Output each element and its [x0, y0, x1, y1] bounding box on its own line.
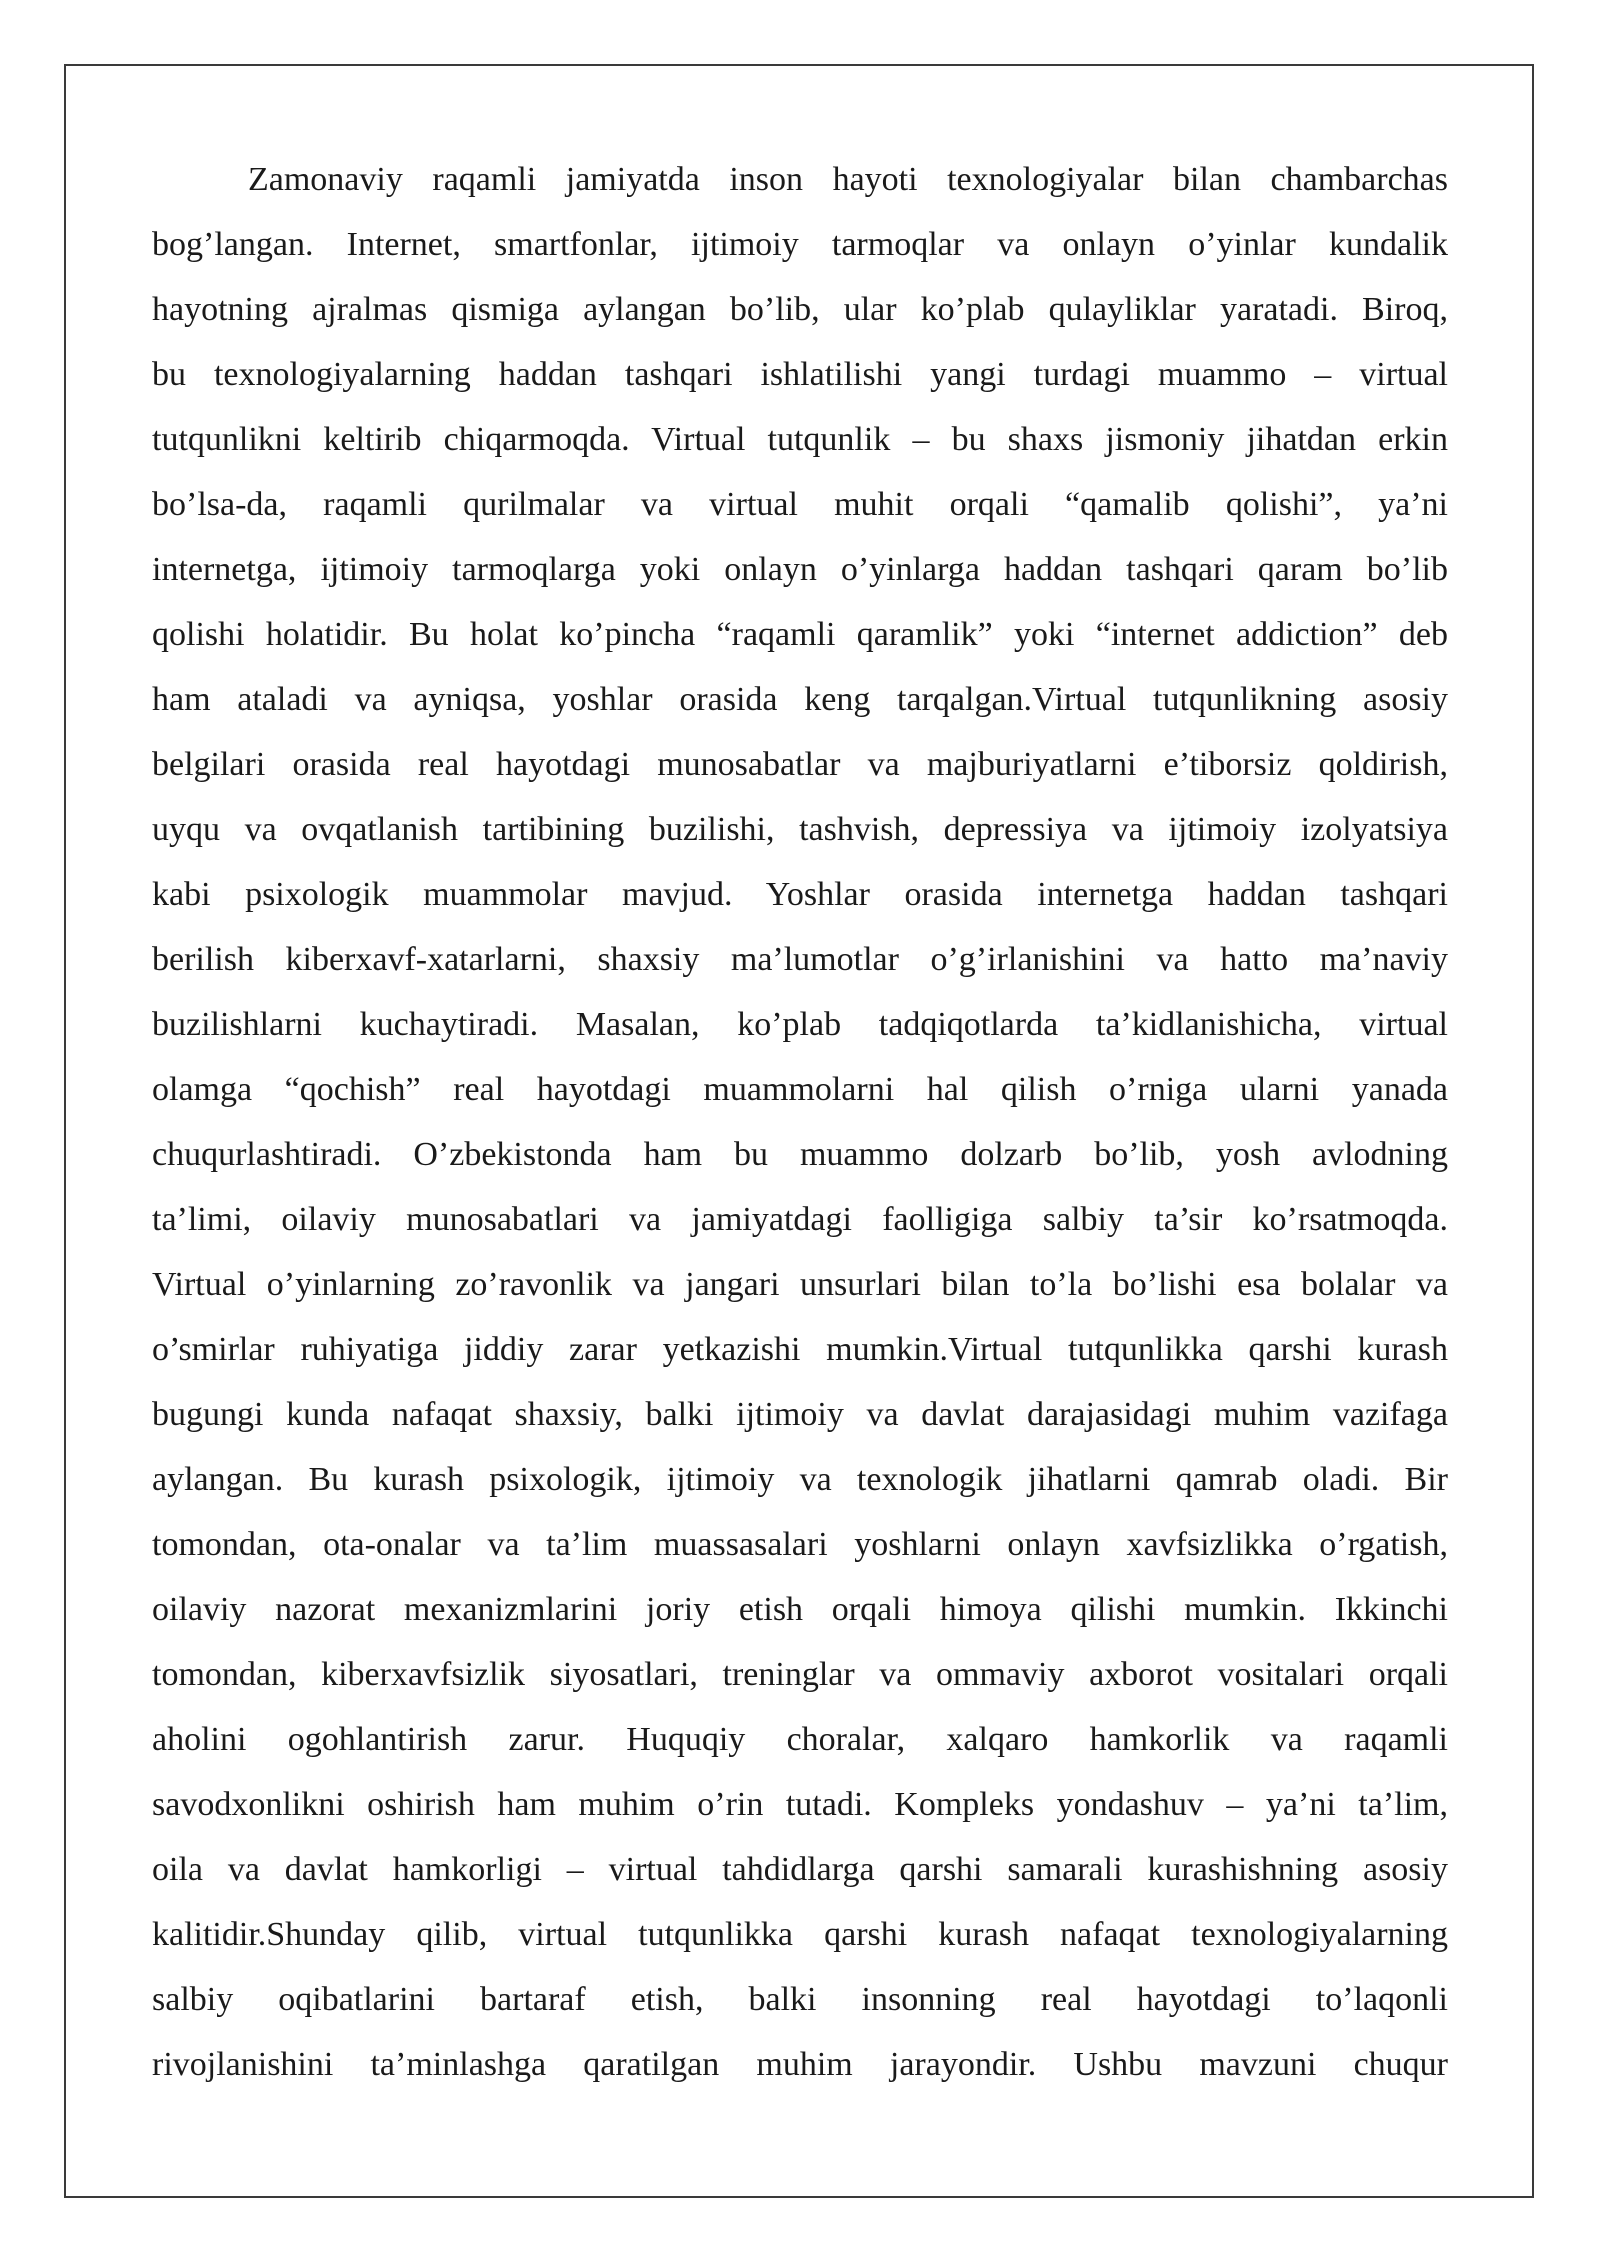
text-line: uyqu va ovqatlanish tartibining buzilishi, tashvish, depressiya va ijtimoiy izolyatsiya	[152, 811, 1448, 848]
text-line: bo’lsa-da, raqamli qurilmalar va virtual muhit orqali “qamalib qolishi”, ya’ni	[152, 486, 1448, 523]
text-line: ham ataladi va ayniqsa, yoshlar orasida keng tarqalgan.Virtual tutqunlikning asosiy	[152, 681, 1448, 718]
body-paragraph	[152, 147, 1448, 2097]
text-line: tomondan, ota-onalar va ta’lim muassasalari yoshlarni onlayn xavfsizlikka o’rgatish,	[152, 1526, 1448, 1563]
text-line: bu texnologiyalarning haddan tashqari ishlatilishi yangi turdagi muammo – virtual	[152, 356, 1448, 393]
text-line: savodxonlikni oshirish ham muhim o’rin tutadi. Kompleks yondashuv – ya’ni ta’lim,	[152, 1786, 1448, 1823]
text-line: Virtual o’yinlarning zo’ravonlik va jangari unsurlari bilan to’la bo’lishi esa bolalar va	[152, 1266, 1448, 1303]
text-line: chuqurlashtiradi. O’zbekistonda ham bu muammo dolzarb bo’lib, yosh avlodning	[152, 1136, 1448, 1173]
text-line: buzilishlarni kuchaytiradi. Masalan, ko’plab tadqiqotlarda ta’kidlanishicha, virtual	[152, 1006, 1448, 1043]
text-line: qolishi holatidir. Bu holat ko’pincha “raqamli qaramlik” yoki “internet addiction” deb	[152, 616, 1448, 653]
text-line: oila va davlat hamkorligi – virtual tahdidlarga qarshi samarali kurashishning asosiy	[152, 1851, 1448, 1888]
text-line: kabi psixologik muammolar mavjud. Yoshlar orasida internetga haddan tashqari	[152, 876, 1448, 913]
text-line: o’smirlar ruhiyatiga jiddiy zarar yetkazishi mumkin.Virtual tutqunlikka qarshi kurash	[152, 1331, 1448, 1368]
text-line: Zamonaviy raqamli jamiyatda inson hayoti texnologiyalar bilan chambarchas	[248, 161, 1448, 198]
text-line: tutqunlikni keltirib chiqarmoqda. Virtual tutqunlik – bu shaxs jismoniy jihatdan erkin	[152, 421, 1448, 458]
text-line: olamga “qochish” real hayotdagi muammolarni hal qilish o’rniga ularni yanada	[152, 1071, 1448, 1108]
text-line: rivojlanishini ta’minlashga qaratilgan muhim jarayondir. Ushbu mavzuni chuqur	[152, 2046, 1448, 2083]
text-line: aylangan. Bu kurash psixologik, ijtimoiy va texnologik jihatlarni qamrab oladi. Bir	[152, 1461, 1448, 1498]
text-line: oilaviy nazorat mexanizmlarini joriy etish orqali himoya qilishi mumkin. Ikkinchi	[152, 1591, 1448, 1628]
text-line: kalitidir.Shunday qilib, virtual tutqunlikka qarshi kurash nafaqat texnologiyalarning	[152, 1916, 1448, 1953]
text-line: berilish kiberxavf-xatarlarni, shaxsiy ma’lumotlar o’g’irlanishini va hatto ma’naviy	[152, 941, 1448, 978]
text-line: bog’langan. Internet, smartfonlar, ijtimoiy tarmoqlar va onlayn o’yinlar kundalik	[152, 226, 1448, 263]
text-line: salbiy oqibatlarini bartaraf etish, balki insonning real hayotdagi to’laqonli	[152, 1981, 1448, 2018]
text-line: hayotning ajralmas qismiga aylangan bo’lib, ular ko’plab qulayliklar yaratadi. Biroq,	[152, 291, 1448, 328]
text-line: tomondan, kiberxavfsizlik siyosatlari, treninglar va ommaviy axborot vositalari orqali	[152, 1656, 1448, 1693]
text-line: ta’limi, oilaviy munosabatlari va jamiyatdagi faolligiga salbiy ta’sir ko’rsatmoqda.	[152, 1201, 1448, 1238]
text-line: belgilari orasida real hayotdagi munosabatlar va majburiyatlarni e’tiborsiz qoldirish,	[152, 746, 1448, 783]
text-line: aholini ogohlantirish zarur. Huquqiy choralar, xalqaro hamkorlik va raqamli	[152, 1721, 1448, 1758]
text-line: bugungi kunda nafaqat shaxsiy, balki ijtimoiy va davlat darajasidagi muhim vazifaga	[152, 1396, 1448, 1433]
text-line: internetga, ijtimoiy tarmoqlarga yoki onlayn o’yinlarga haddan tashqari qaram bo’lib	[152, 551, 1448, 588]
